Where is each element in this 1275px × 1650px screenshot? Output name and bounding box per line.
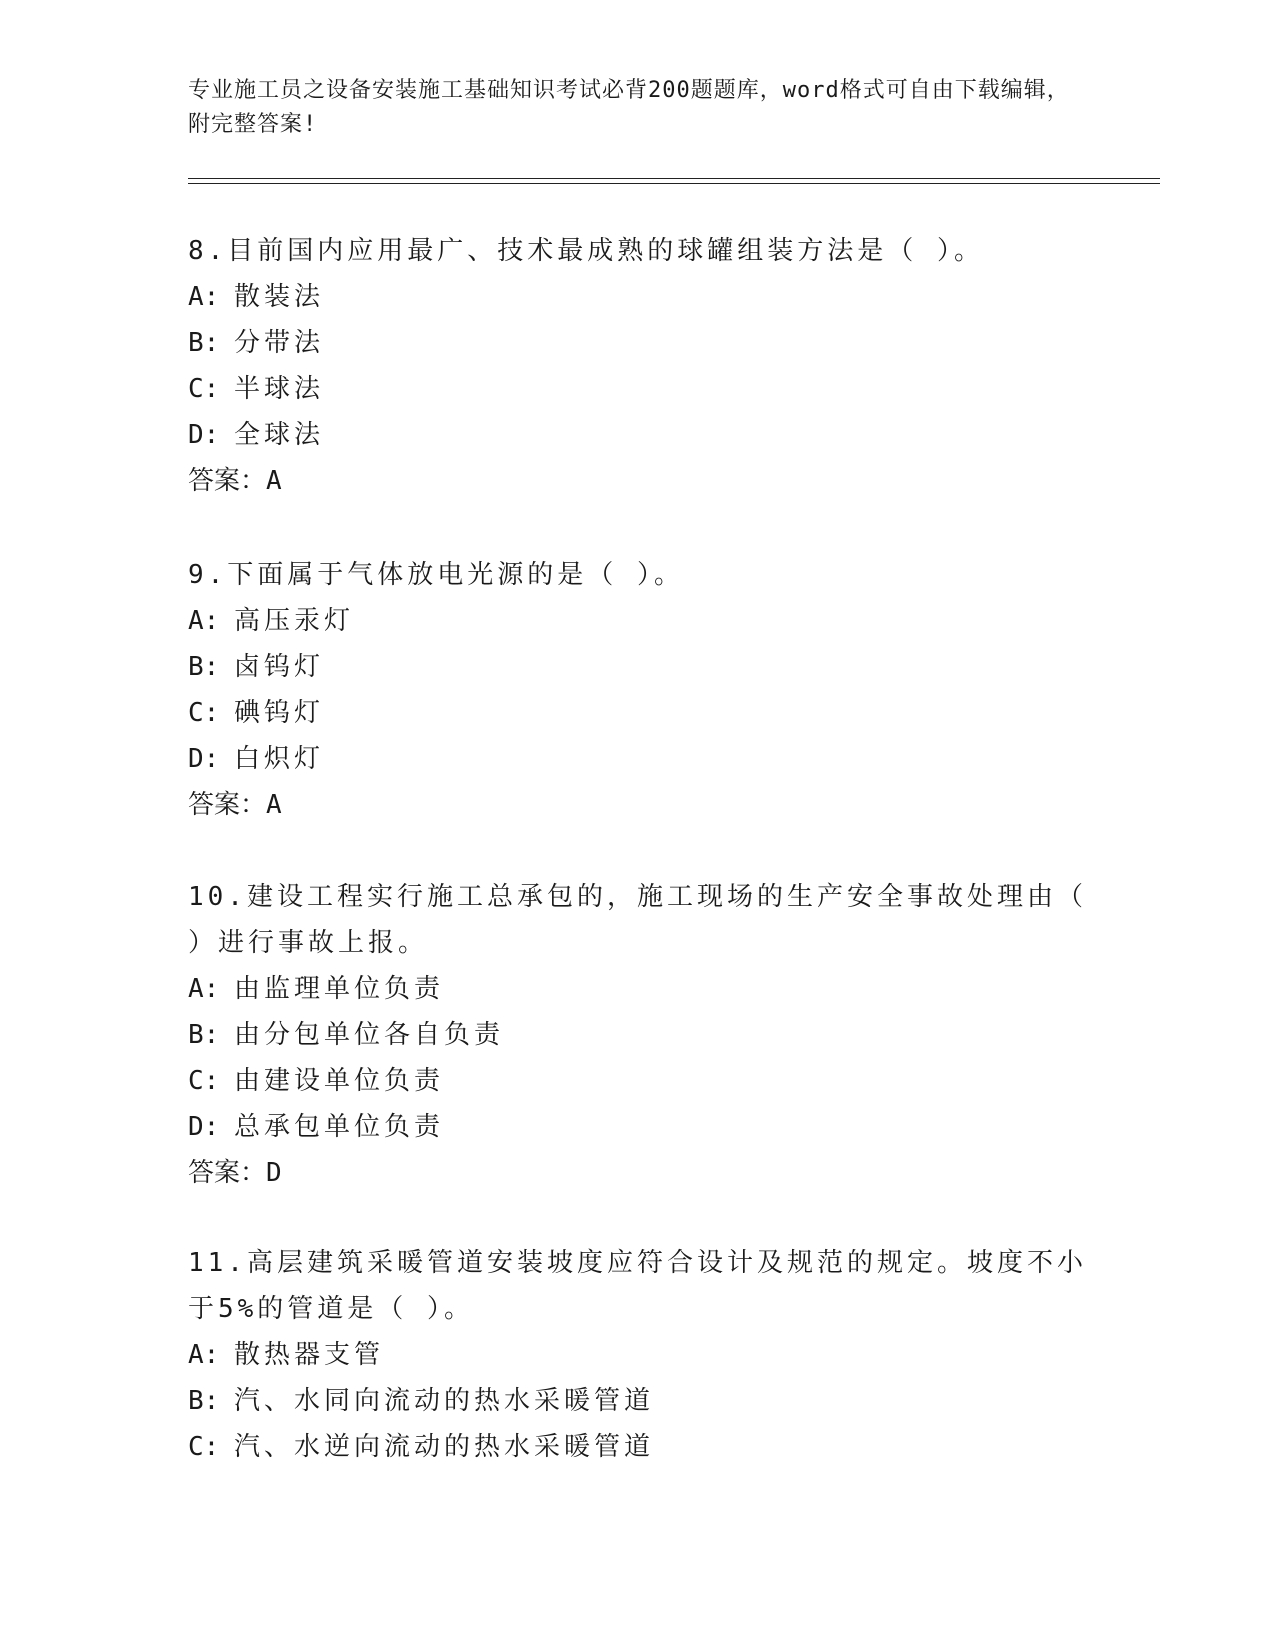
option-letter: A: <box>188 974 220 1004</box>
option-c <box>188 1058 1088 1104</box>
answer-label: 答案：A <box>188 466 282 496</box>
option-letter: D: <box>188 1112 220 1142</box>
option-letter: B: <box>188 328 220 358</box>
option-letter: B: <box>188 652 220 682</box>
option-text: 全球法 <box>234 420 325 450</box>
question-8 <box>188 228 1088 504</box>
option-text: 由建设单位负责 <box>234 1066 445 1096</box>
option-a <box>188 274 1088 320</box>
option-text: 半球法 <box>234 374 325 404</box>
option-d <box>188 412 1088 458</box>
question-stem: 8.目前国内应用最广、技术最成熟的球罐组装方法是（ ）。 <box>188 236 984 266</box>
header-divider-bottom <box>188 183 1160 184</box>
option-c <box>188 366 1088 412</box>
option-letter: D: <box>188 744 220 774</box>
question-stem: 9.下面属于气体放电光源的是（ ）。 <box>188 560 684 590</box>
option-text: 散装法 <box>234 282 325 312</box>
option-letter: C: <box>188 1432 220 1462</box>
question-stem: 10.建设工程实行施工总承包的，施工现场的生产安全事故处理由（ ）进行事故上报。 <box>188 882 1087 958</box>
option-text: 散热器支管 <box>234 1340 385 1370</box>
option-a <box>188 598 1088 644</box>
header-divider-top <box>188 178 1160 179</box>
option-letter: A: <box>188 282 220 312</box>
option-b <box>188 320 1088 366</box>
option-text: 分带法 <box>234 328 325 358</box>
option-text: 卤钨灯 <box>234 652 325 682</box>
option-text: 由分包单位各自负责 <box>234 1020 505 1050</box>
question-9 <box>188 552 1088 828</box>
option-c <box>188 690 1088 736</box>
question-10 <box>188 874 1088 1196</box>
option-text: 汽、水同向流动的热水采暖管道 <box>234 1386 655 1416</box>
option-text: 碘钨灯 <box>234 698 325 728</box>
option-text: 高压汞灯 <box>234 606 355 636</box>
option-c <box>188 1424 1088 1470</box>
option-letter: B: <box>188 1386 220 1416</box>
option-letter: C: <box>188 1066 220 1096</box>
option-letter: A: <box>188 606 220 636</box>
option-text: 白炽灯 <box>234 744 325 774</box>
option-d <box>188 736 1088 782</box>
option-letter: B: <box>188 1020 220 1050</box>
option-b <box>188 1378 1088 1424</box>
document-header-title: 专业施工员之设备安装施工基础知识考试必背200题题库，word格式可自由下载编辑，附完整答案! <box>188 78 1070 137</box>
option-text: 总承包单位负责 <box>234 1112 445 1142</box>
option-b <box>188 644 1088 690</box>
option-letter: C: <box>188 698 220 728</box>
question-stem: 11.高层建筑采暖管道安装坡度应符合设计及规范的规定。坡度不小于5%的管道是（ ）。 <box>188 1248 1087 1324</box>
option-letter: D: <box>188 420 220 450</box>
answer-label: 答案：D <box>188 1158 282 1188</box>
question-11 <box>188 1240 1088 1470</box>
option-a <box>188 966 1088 1012</box>
option-letter: A: <box>188 1340 220 1370</box>
option-b <box>188 1012 1088 1058</box>
option-d <box>188 1104 1088 1150</box>
option-letter: C: <box>188 374 220 404</box>
option-a <box>188 1332 1088 1378</box>
answer-label: 答案：A <box>188 790 282 820</box>
option-text: 汽、水逆向流动的热水采暖管道 <box>234 1432 655 1462</box>
option-text: 由监理单位负责 <box>234 974 445 1004</box>
